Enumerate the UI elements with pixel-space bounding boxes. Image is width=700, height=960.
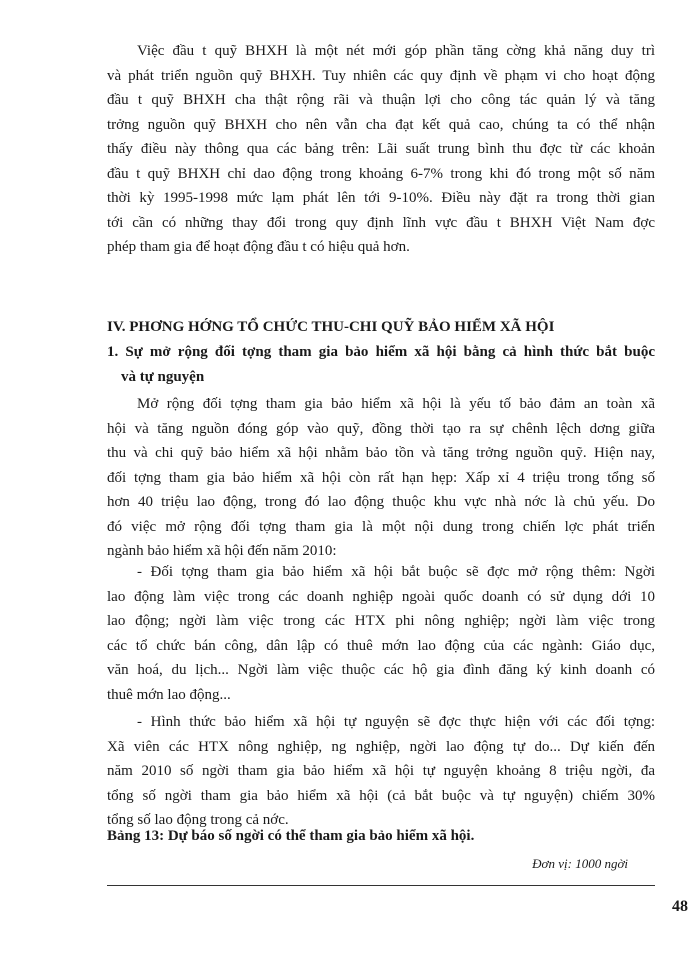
text-line: trởng nguồn quỹ BHXH cho nên vẫn cha đạt kết quả cao, chúng ta có thể nhận [107,116,655,133]
text-line: đầu t quỹ BHXH cha thật rộng rãi và thuận lợi cho công tác quản lý và tăng [107,92,655,108]
text-line: thời kỳ 1995-1998 mức lạm phát lên tới 9-10%. Điều này đặt ra trong thời gian [107,190,655,206]
table-title [107,824,655,849]
table-title-text: Bảng 13: Dự báo số ngời có thể tham gia bảo hiểm xã hội. [107,828,475,844]
text-line: đầu t quỹ BHXH chỉ dao động trong khoảng 6-7% trong khi đó trong một số năm [107,165,655,182]
text-line: thu và chi quỹ bảo hiểm xã hội nhằm bảo tồn và tăng trởng nguồn quỹ. Hiện nay, [107,445,655,461]
footer-divider [107,885,655,886]
text-line: lao động làm việc trong các doanh nghiệp ngoài quốc doanh có sử dụng dới 10 [107,588,655,605]
paragraph-compulsory [107,560,655,707]
text-line: thấy điều này thông qua các bảng trên: Lãi suất trung bình thu đợc từ các khoản [107,141,655,157]
text-line: hơn 40 triệu lao động, trong đó lao động thuộc khu vực nhà nớc là chủ yếu. Do [107,494,655,510]
text-line: phép tham gia để hoạt động đầu t có hiệu quả hơn. [107,239,410,255]
text-line: hội và tăng nguồn đóng góp vào quỹ, đồng thời tạo ra sự chênh lệch dơng giữa [107,420,655,437]
text-line: thuê mớn lao động... [107,686,231,703]
section-heading [107,315,655,340]
text-line: tổng số lao động trong cả nớc. [107,812,289,828]
section-heading-text: IV. PHƠNG HỚNG TỔ CHỨC THU-CHI QUỸ BẢO HIỂM XÃ HỘI [107,319,555,335]
text-line: đó việc mở rộng đối tợng tham gia là một nội dung trong chiến lợc phát triển [107,518,655,535]
text-line: văn hoá, du lịch... Ngời làm việc thuộc các hộ gia đình đăng ký kinh doanh có [107,662,655,678]
text-line: đối tợng tham gia bảo hiểm xã hội còn rất hạn hẹp: Xấp xỉ 4 triệu trong tổng số [107,469,655,486]
subsection-heading-line: và tự nguyện [121,368,205,385]
text-line: - Đối tợng tham gia bảo hiểm xã hội bắt buộc sẽ đợc mở rộng thêm: Ngời [137,564,655,580]
subsection-heading-line: 1. Sự mở rộng đối tợng tham gia bảo hiểm xã hội bằng cả hình thức bắt buộc [107,344,655,360]
paragraph-voluntary [107,710,655,833]
text-line: Xã viên các HTX nông nghiệp, ng nghiệp, ngời lao động tự do... Dự kiến đến [107,738,655,755]
paragraph-expansion [107,392,655,564]
text-line: lao động; ngời làm việc trong các HTX phi nông nghiệp; ngời làm việc trong [107,613,655,629]
text-line: các tổ chức bán công, dân lập có thuê mớn lao động của các ngành: Giáo dục, [107,637,655,654]
text-line: Việc đầu t quỹ BHXH là một nét mới góp phần tăng cờng khả năng duy trì [137,43,655,59]
text-line: - Hình thức bảo hiểm xã hội tự nguyện sẽ đợc thực hiện với các đối tợng: [137,714,655,730]
text-line: năm 2010 số ngời tham gia bảo hiểm xã hội tự nguyện khoảng 8 triệu ngời, đa [107,763,655,779]
text-line: ngành bảo hiểm xã hội đến năm 2010: [107,543,337,559]
text-line: tổng số ngời tham gia bảo hiểm xã hội (cả bắt buộc và tự nguyện) chiếm 30% [107,787,655,804]
paragraph-investment [107,39,655,260]
text-line: và phát triển nguồn quỹ BHXH. Tuy nhiên các quy định về phạm vi cho hoạt động [107,67,655,84]
page-number: 48 [672,898,688,915]
text-line: Mở rộng đối tợng tham gia bảo hiểm xã hội là yếu tố bảo đảm an toàn xã [137,396,655,412]
unit-note: Đơn vị: 1000 ngời [532,856,628,871]
subsection-heading [107,340,655,389]
text-line: tới cần có những thay đổi trong quy định lĩnh vực đầu t BHXH Việt Nam đợc [107,214,655,231]
